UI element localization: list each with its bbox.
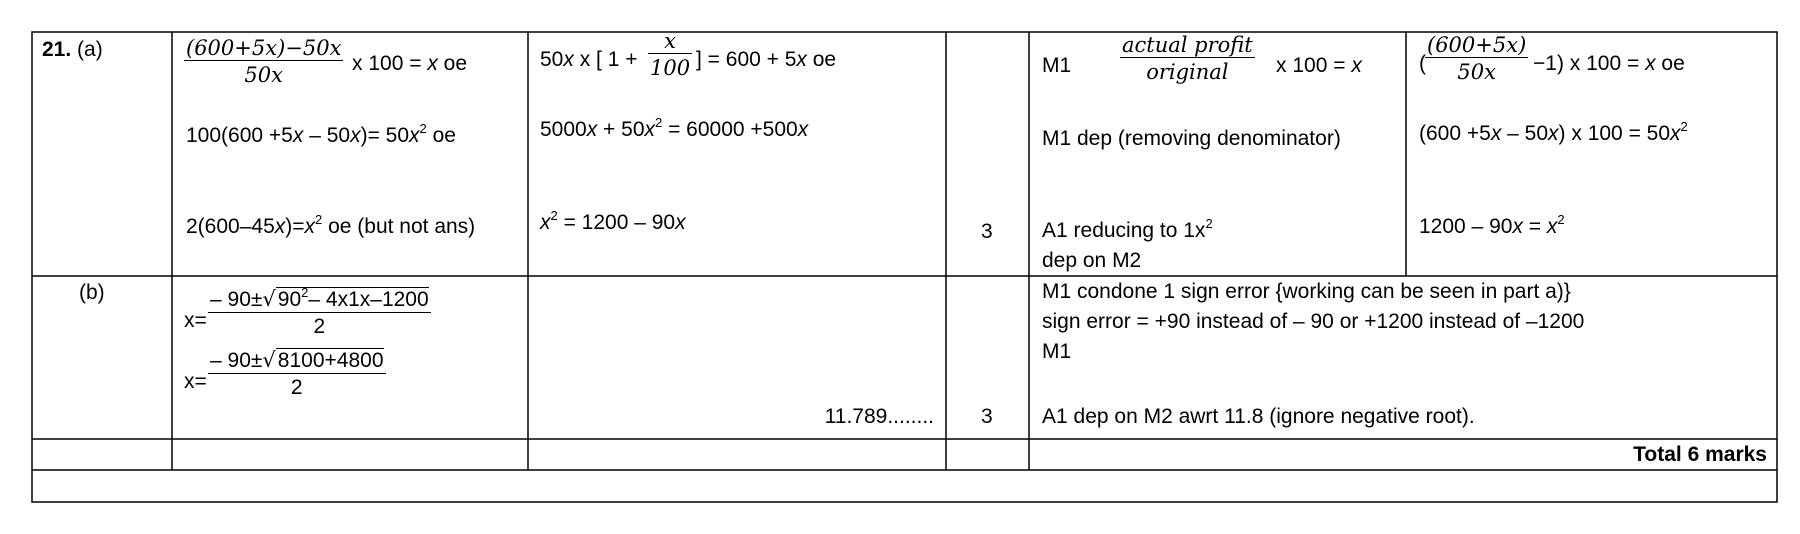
b-formula2-lhs: x= [184,370,207,393]
b-note-line2: sign error = +90 instead of – 90 or +1200 instead of –1200 [1042,310,1585,333]
a-note1-fraction-numerator: actual profit [1122,33,1253,57]
b-marks: 3 [981,405,993,428]
a-alt1-tail: −1) x 100 = x oe [1533,52,1685,75]
a-col1-fraction-numerator: (600+5x)−50x [186,36,342,60]
radical-sign-icon: √ [262,348,276,372]
a-marks: 3 [981,220,993,243]
a-alt2: (600 +5x – 50x) x $100 = 50x^2$ [1419,119,1688,145]
a-note1-fraction [1120,33,1255,84]
radical-sign-icon: √ [262,287,276,311]
a-alt3: $1200 - 90x = x^2$ [1419,212,1565,238]
b-note-line4: A1 dep on M2 awrt 11.8 (ignore negative root). [1042,405,1475,428]
a-col2-fraction-numerator: x [664,29,676,53]
b-note-line1: M1 condone 1 sign error {working can be seen in part a)} [1042,280,1571,303]
a-col1-line2: $100(600 +5x - 50x)= 50x^2$ oe [186,121,456,147]
question-label [42,38,103,62]
a-note1-code: M1 [1042,54,1072,77]
b-formula1-fraction [208,287,431,339]
a-col2-line1-head: 50x x [ 1 + [540,48,638,71]
a-alt1-fraction-denominator: 50x [1425,57,1528,84]
question-number: 21. [42,38,72,61]
a-note1-tail: x 100 = x [1276,54,1362,77]
a-col2-line1-tail: ] = 600 + 5x oe [696,48,837,71]
a-col2-line2: $5000x + 50x^2 = 60000 +500x$ [540,115,809,141]
a-col2-fraction-denominator: 100 [648,53,692,80]
a-alt1-fraction [1425,33,1528,84]
b-formula2-fraction [208,348,386,400]
a-col1-fraction-denominator: 50x [184,60,343,87]
a-note2: M1 dep (removing denominator) [1042,127,1341,150]
part-b-label: (b) [79,281,105,304]
b-formula1-radicand: $90^2-$ 4x1x–1200 [277,285,429,311]
a-col2-line3: $x^2 = 1200 - 90x$ [540,208,686,234]
a-note1-fraction-denominator: original [1120,57,1255,84]
b-formula1-numerator: – $90\pm√90^2-$ 4x1x–1200 [210,285,429,311]
a-note3-line1: A1 reducing to $1x^2$ [1042,216,1213,242]
a-alt1-open: ( [1419,52,1426,75]
b-formula2-denominator: 2 [208,373,386,400]
b-formula1-denominator: 2 [208,312,431,339]
a-alt1-fraction-numerator: (600+5x) [1427,33,1527,57]
b-formula2-numerator: – 90±√8100+4800 [210,348,384,372]
total-marks: Total 6 marks [1633,443,1767,466]
b-formula2-radicand: 8100+4800 [277,349,384,372]
a-col1-fraction [184,36,343,87]
b-formula1-lhs: x= [184,309,207,332]
part-a-label: (a) [77,38,103,61]
a-col1-line1-tail: x 100 = x oe [352,52,468,75]
a-col2-fraction [648,29,692,80]
b-answer: 11.789........ [824,405,934,428]
a-note3-line2: dep on M2 [1042,249,1142,272]
b-note-line3: M1 [1042,340,1072,363]
a-col1-line3: $2(600-45x)=x^2$ oe (but not ans) [186,212,476,238]
